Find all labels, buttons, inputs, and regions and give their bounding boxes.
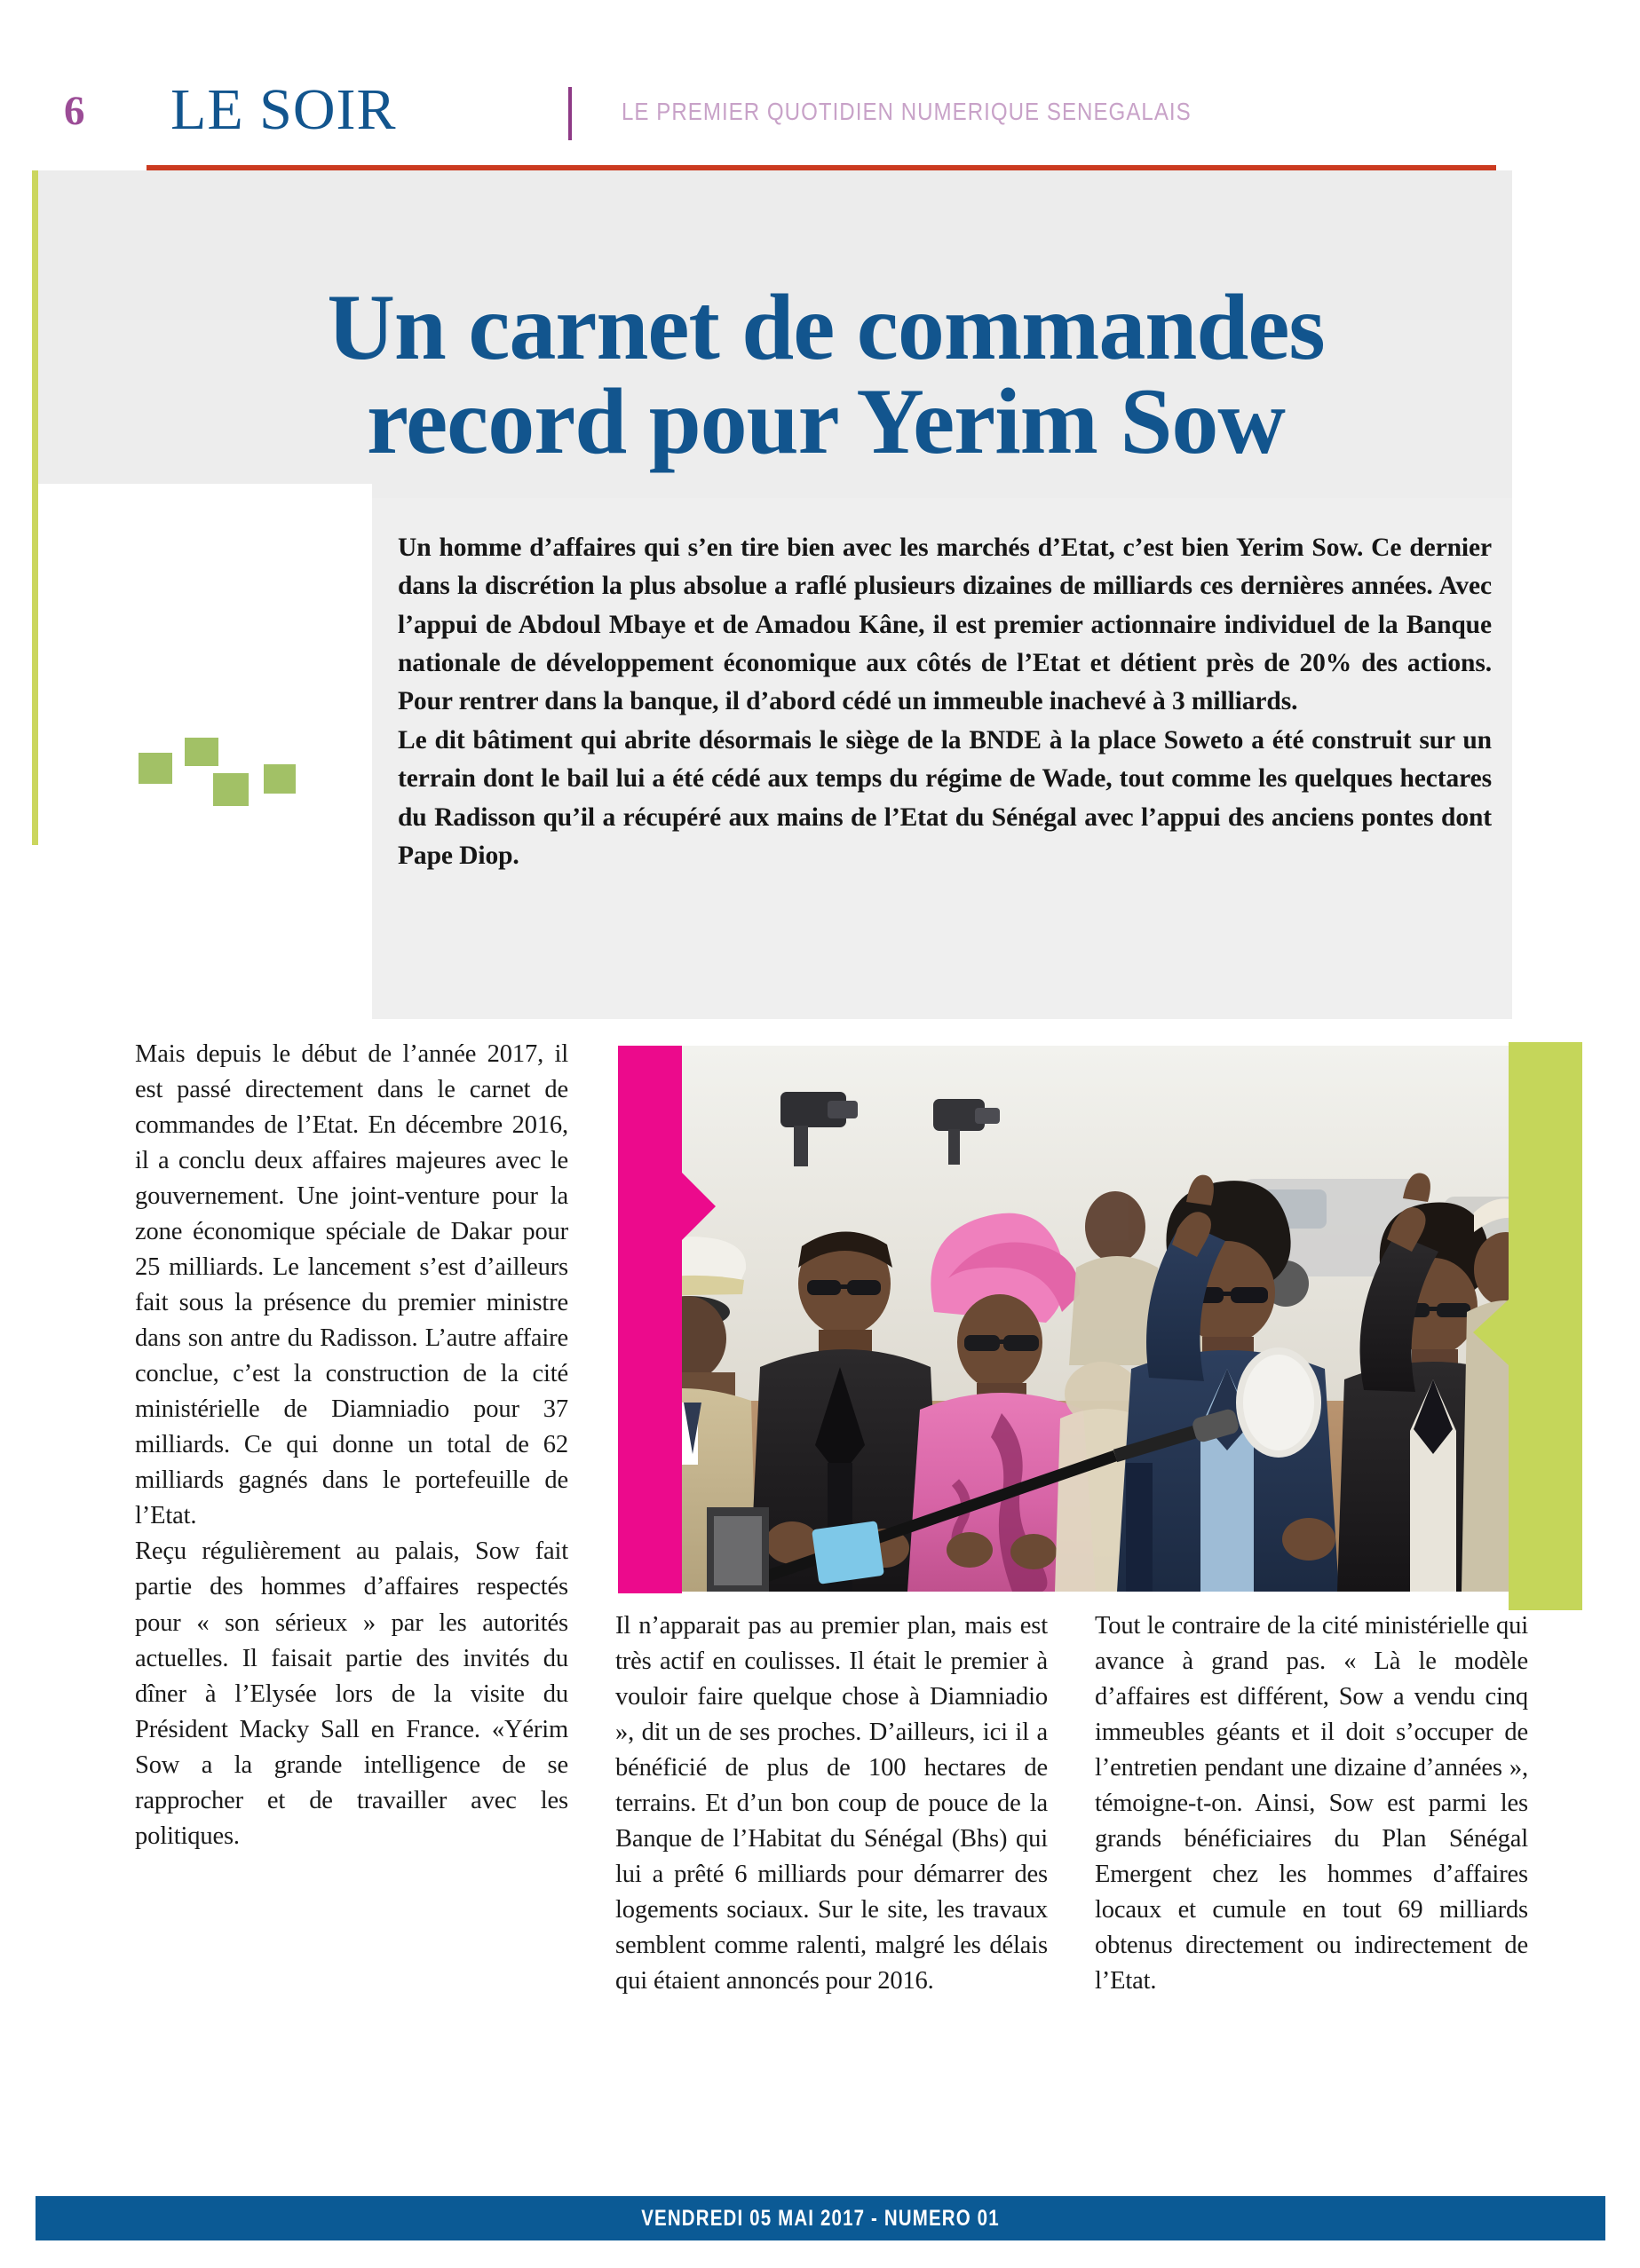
article-photo: [618, 1046, 1528, 1592]
masthead-tagline: LE PREMIER QUOTIDIEN NUMERIQUE SENEGALAIS: [622, 98, 1192, 125]
newspaper-title: LE SOIR: [170, 77, 397, 142]
footer-bar: [36, 2196, 1605, 2240]
decorative-square: [264, 764, 296, 794]
body-paragraph: Tout le contraire de la cité ministérielle qui avance à grand pas. « Là le modèle d’affaires est différent, Sow a vendu cinq immeubles géants et il doit s’occuper de l’entretien pendant une dizaine d’années », témoigne-t-on. Ainsi, Sow est parmi les grands bénéficiaires du Plan Sénégal Emergent chez les hommes d’affaires locaux et cumule en tout 69 milliards obtenus directement ou indirectement de l’Etat.: [1095, 1612, 1528, 1995]
masthead-divider: [568, 87, 572, 140]
body-column-2: [615, 1608, 1048, 1999]
masthead: [0, 0, 1640, 162]
headline-line-2: record pour Yerim Sow: [367, 369, 1285, 474]
article-headline: [133, 275, 1518, 474]
body-paragraph: Reçu régulièrement au palais, Sow fait partie des hommes d’affaires respectés pour « son sérieux » par les autorités actuelles. Il faisait partie des invités du dîner à l’Elysée lors de la visite du Président Macky Sall en France. «Yérim Sow a la grande intelligence de se rapprocher et de travailler avec les politiques.: [135, 1537, 568, 1850]
left-accent-bar: [32, 170, 38, 845]
lead-paragraph-1: Un homme d’affaires qui s’en tire bien avec les marchés d’Etat, c’est bien Yerim Sow. Ce dernier dans la discrétion la plus absolue a raflé plusieurs dizaines de milliards ces dernières années. Avec l’appui de Abdoul Mbaye et de Amadou Kâne, il est premier actionnaire individuel de la Banque nationale de développement économique aux côtés de l’Etat et détient près de 20% des actions. Pour rentrer dans la banque, il d’abord cédé un immeuble inachevé à 3 milliards.: [398, 533, 1492, 716]
lead-paragraph-2: Le dit bâtiment qui abrite désormais le siège de la BNDE à la place Soweto a été construit sur un terrain dont le bail lui a été cédé aux temps du régime de Wade, tout comme les quelques hectares du Radisson qu’il a récupéré aux mains de l’Etat du Sénégal avec l’appui des anciens pontes dont Pape Diop.: [398, 725, 1492, 870]
article-lead: [398, 529, 1492, 875]
headline-line-1: Un carnet de commandes: [327, 275, 1325, 380]
body-paragraph: Il n’apparait pas au premier plan, mais est très actif en coulisses. Il était le premier à vouloir faire quelque chose à Diamniadio », dit un de ses proches. D’ailleurs, ici il a bénéficié de plus de 100 hectares de terrains. Et d’un bon coup de pouce de la Banque de l’Habitat du Sénégal (Bhs) qui lui a prêté 6 milliards pour démarrer des logements sociaux. Sur le site, les travaux semblent comme ralenti, malgré les délais qui étaient annoncés pour 2016.: [615, 1612, 1048, 1995]
decorative-square: [139, 753, 172, 784]
decorative-square: [213, 773, 249, 806]
decorative-square: [185, 738, 218, 766]
article-photo-figure: [618, 1046, 1528, 1592]
body-column-3: [1095, 1608, 1528, 1999]
body-column-1: [135, 1037, 568, 1854]
photo-accent-left: [618, 1046, 716, 1593]
photo-accent-right: [1473, 1042, 1582, 1610]
page-number: 6: [64, 88, 85, 134]
footer-date-issue: VENDREDI 05 MAI 2017 - NUMERO 01: [641, 2206, 1000, 2231]
body-paragraph: Mais depuis le début de l’année 2017, il est passé directement dans le carnet de commandes de l’Etat. En décembre 2016, il a conclu deux affaires majeures avec le gouvernement. Une joint-venture pour la zone économique spéciale de Dakar pour 25 milliards. Le lancement s’est d’ailleurs fait sous la présence du premier ministre dans son antre du Radisson. L’autre affaire conclue, c’est la construction de la cité ministérielle de Diamniadio pour 37 milliards. Ce qui donne un total de 62 milliards gagnés dans le portefeuille de l’Etat.: [135, 1040, 568, 1530]
